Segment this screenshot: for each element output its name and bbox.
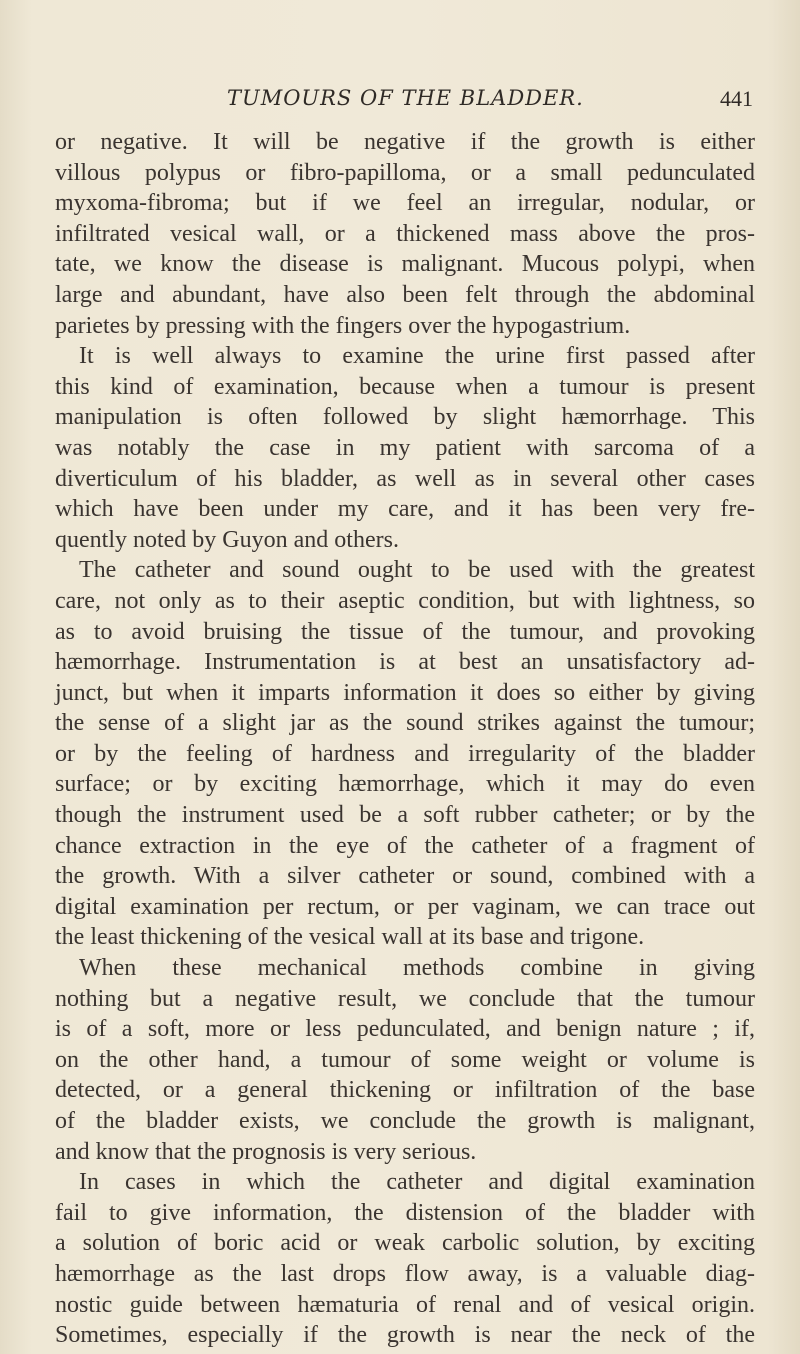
text-line: digital examination per rectum, or per vaginam, we can trace out	[55, 893, 755, 920]
text-line: manipulation is often followed by slight hæmorrhage. This	[55, 404, 755, 431]
text-line: junct, but when it imparts information it does so either by giving	[55, 679, 755, 706]
running-title: TUMOURS OF THE BLADDER.	[227, 86, 584, 110]
text-line: the least thickening of the vesical wall at its base and trigone.	[55, 924, 645, 951]
text-line: It is well always to examine the urine first passed after	[79, 343, 755, 370]
text-line: myxoma-fibroma; but if we feel an irregular, nodular, or	[55, 190, 755, 217]
text-line: villous polypus or fibro-papilloma, or a small pedunculated	[55, 159, 755, 186]
text-line: hæmorrhage as the last drops flow away, is a valuable diag-	[55, 1260, 755, 1287]
text-line: care, not only as to their aseptic condition, but with lightness, so	[55, 587, 755, 614]
text-line: Sometimes, especially if the growth is near the neck of the	[55, 1322, 755, 1349]
text-line: or by the feeling of hardness and irregularity of the bladder	[55, 740, 755, 767]
text-line: of the bladder exists, we conclude the growth is malignant,	[55, 1108, 755, 1134]
text-line: a solution of boric acid or weak carbolic solution, by exciting	[55, 1230, 755, 1257]
text-line: large and abundant, have also been felt through the abdominal	[55, 281, 755, 308]
text-line: infiltrated vesical wall, or a thickened mass above the pros-	[55, 220, 755, 247]
text-line: diverticulum of his bladder, as well as in several other cases	[55, 465, 755, 492]
text-line: on the other hand, a tumour of some weight or volume is	[55, 1046, 755, 1073]
text-line: as to avoid bruising the tissue of the tumour, and provoking	[55, 618, 755, 645]
body-text	[55, 127, 755, 1351]
text-line: or negative. It will be negative if the growth is either	[55, 129, 755, 155]
text-line: The catheter and sound ought to be used with the greatest	[79, 557, 755, 584]
text-line: which have been under my care, and it has been very fre-	[55, 496, 755, 523]
text-line: though the instrument used be a soft rubber catheter; or by the	[55, 802, 755, 829]
text-line: tate, we know the disease is malignant. Mucous polypi, when	[55, 251, 755, 278]
text-line: and know that the prognosis is very serious.	[55, 1138, 477, 1165]
text-line: the sense of a slight jar as the sound strikes against the tumour;	[55, 710, 755, 737]
text-line: In cases in which the catheter and digital examination	[79, 1169, 755, 1196]
text-line: nothing but a negative result, we conclude that the tumour	[55, 985, 755, 1012]
page-header	[60, 86, 760, 120]
text-line: was notably the case in my patient with sarcoma of a	[55, 434, 755, 461]
text-line: is of a soft, more or less pedunculated, and benign nature ; if,	[55, 1016, 755, 1043]
text-line: parietes by pressing with the fingers over the hypogastrium.	[55, 312, 631, 339]
page-number: 441	[720, 86, 753, 111]
text-line: chance extraction in the eye of the catheter of a fragment of	[55, 832, 755, 859]
text-line: When these mechanical methods combine in giving	[79, 955, 755, 982]
text-line: fail to give information, the distension of the bladder with	[55, 1199, 755, 1226]
text-line: surface; or by exciting hæmorrhage, which it may do even	[55, 771, 755, 798]
text-line: nostic guide between hæmaturia of renal and of vesical origin.	[55, 1291, 755, 1318]
text-line: quently noted by Guyon and others.	[55, 526, 399, 553]
text-line: hæmorrhage. Instrumentation is at best an unsatisfactory ad-	[55, 649, 755, 676]
text-line: detected, or a general thickening or infiltration of the base	[55, 1077, 755, 1104]
text-line: this kind of examination, because when a tumour is present	[55, 373, 755, 400]
text-line: the growth. With a silver catheter or sound, combined with a	[55, 863, 755, 890]
